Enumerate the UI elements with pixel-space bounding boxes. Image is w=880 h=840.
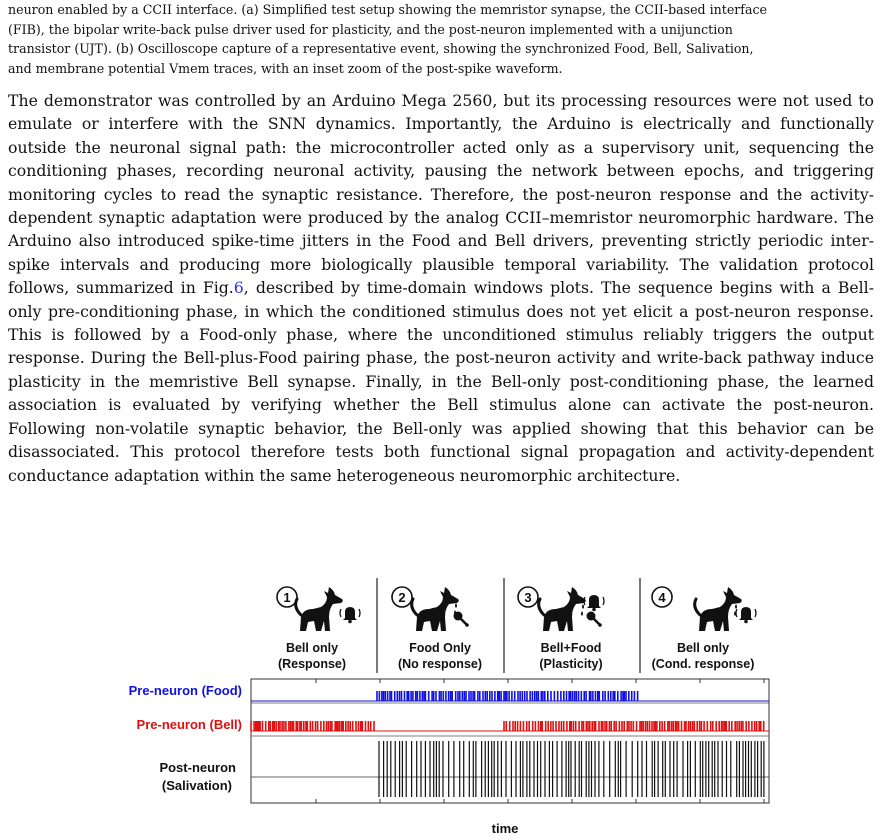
bell-spike-train: [251, 721, 764, 731]
bell-icon: [584, 595, 604, 611]
bell-trace-label: Pre-neuron (Bell): [136, 717, 242, 732]
food-trace-label: Pre-neuron (Food): [128, 683, 242, 698]
dog-icon: [695, 587, 742, 631]
dog-icon: [296, 587, 343, 631]
phase-label: Bell only: [676, 641, 730, 655]
caption-line: transistor (UJT). (b) Oscilloscope capture of a representative event, showing the synchronized Food, Bell, Salivation,: [8, 41, 754, 56]
phase-number: 1: [283, 590, 291, 605]
phase-number: 3: [524, 590, 532, 605]
post-trace-label: (Salivation): [161, 778, 232, 793]
phase-number: 4: [658, 590, 666, 605]
phase-sublabel: (Response): [277, 657, 347, 671]
phase-label: Bell+Food: [540, 641, 602, 655]
saliva-icon: [581, 604, 584, 616]
salivation-spike-train: [379, 741, 764, 797]
dog-icon: [412, 587, 459, 631]
phase-number: 2: [398, 590, 406, 605]
bell-icon: [736, 607, 756, 623]
phase-sublabel: (No response): [397, 657, 483, 671]
paragraph-text: , described by time-domain windows plots. The sequence begins with a Bell-only pre-conditioning phase, in which the conditioned stimulus does not yet elicit a post-neuron response. This is followed by a Food-only phase, where the unconditioned stimulus reliably triggers the output response. During the Bell-plus-Food pairing phase, the post-neuron activity and write-back pathway induce plasticity in the memristive Bell synapse. Finally, in the Bell-only post-conditioning phase, the learned association is evaluated by verifying whether the Bell stimulus alone can activate the post-neuron. Following non-volatile synaptic behavior, the Bell-only was applied showing that this behavior can be disassociated. This protocol therefore tests both functional signal propagation and activity-dependent conductance adaptation within the same heterogeneous neuromorphic architecture.: [8, 278, 875, 485]
post-trace-label: Post-neuron: [159, 760, 236, 775]
bell-icon: [340, 607, 360, 623]
body-paragraph: [8, 89, 874, 487]
figure-reference-link[interactable]: 6: [233, 278, 244, 298]
caption-line: and membrane potential Vmem traces, with an inset zoom of the post-spike waveform.: [8, 60, 563, 76]
phase-label: Bell only: [285, 641, 339, 655]
phase-sublabel: (Plasticity): [539, 657, 603, 671]
phase-icons: [277, 587, 756, 631]
x-axis-label: time: [491, 821, 519, 836]
phase-label: Food Only: [409, 641, 471, 655]
food-icon: [454, 612, 469, 627]
paragraph-text: The demonstrator was controlled by an Arduino Mega 2560, but its processing resources were not used to emulate or interfere with the SNN dynamics. Importantly, the Arduino is electrically and functionally outside the neuronal signal path: the microcontroller acted only as a supervisory unit, sequencing the conditioning phases, recording neuronal activity, pausing the network between epochs, and triggering monitoring cycles to read the synaptic resistance. Therefore, the post-neuron response and the activity-dependent synaptic adaptation were produced by the analog CCII–memristor neuromorphic hardware. The Arduino also introduced spike-time jitters in the Food and Bell drivers, preventing strictly periodic inter-spike intervals and producing more biologically plausible temporal variability. The validation protocol follows, summarized in Fig.: [8, 91, 874, 298]
dog-icon: [539, 587, 586, 631]
food-spike-train: [377, 691, 638, 701]
figure-caption: [8, 0, 874, 78]
phase-sublabel: (Cond. response): [651, 657, 755, 671]
caption-line: (FIB), the bipolar write-back pulse driver used for plasticity, and the post-neuron implemented with a unijunction: [8, 21, 733, 37]
conditioning-figure: [0, 572, 880, 840]
plot-frame: [251, 679, 769, 803]
caption-line: neuron enabled by a CCII interface. (a) Simplified test setup showing the memristor synapse, the CCII-based interface: [8, 2, 767, 17]
food-icon: [587, 612, 602, 627]
